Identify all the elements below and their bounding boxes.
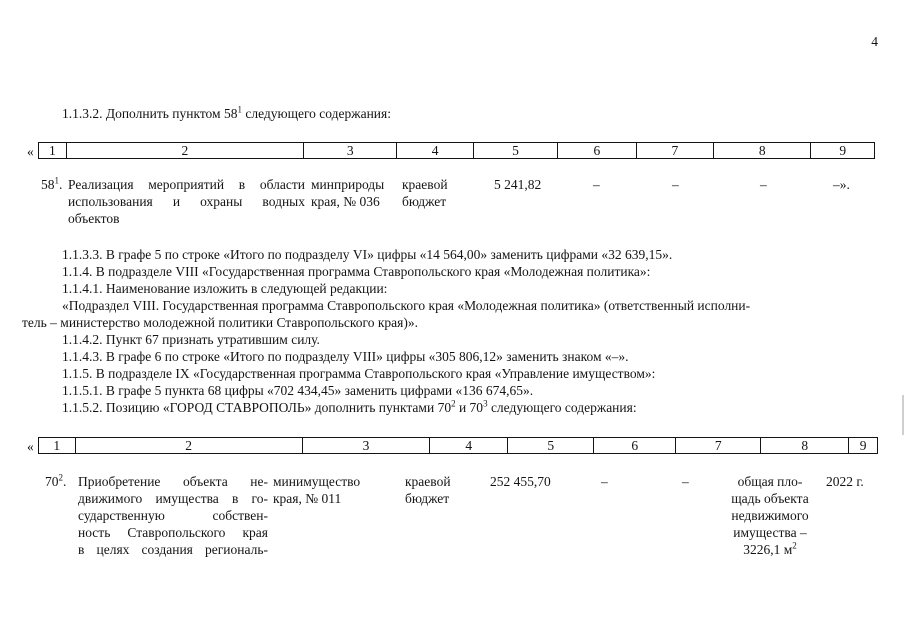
intro-item: 1.1.3.2. Дополнить пунктом $58^1$ следующего содержания: bbox=[62, 104, 391, 121]
table2-col-4: 4 bbox=[430, 438, 508, 454]
table1-row-executor bbox=[311, 176, 384, 210]
table2-col-6: 6 bbox=[594, 438, 676, 454]
table2-row-col6: – bbox=[601, 474, 608, 489]
table1-name-line: использования и охраны водных bbox=[68, 194, 305, 209]
table1-col-8: 8 bbox=[714, 143, 811, 159]
table2-name-line: ность Ставропольского края bbox=[78, 525, 268, 540]
paragraph: 1.1.4.2. Пункт 67 признать утратившим силу. bbox=[62, 332, 320, 347]
table1-executor-line: минприроды bbox=[311, 177, 385, 192]
table2-col-5: 5 bbox=[508, 438, 594, 454]
table2-col8-line: недвижимого bbox=[731, 508, 809, 523]
table2-executor-line: края, № 011 bbox=[273, 491, 342, 506]
last-item: 1.1.5.2. Позицию «ГОРОД СТАВРОПОЛЬ» дополнить пунктами $70^2$ и $70^3$ следующего содержания: bbox=[62, 398, 637, 415]
table1-col-9: 9 bbox=[811, 143, 875, 159]
table1-column-header bbox=[38, 142, 875, 159]
table2-row-col8 bbox=[718, 473, 822, 558]
paragraph: 1.1.3.3. В графе 5 по строке «Итого по подразделу VI» цифры «14 564,00» заменить цифрами «32 639,15». bbox=[62, 247, 673, 262]
paragraph: «Подраздел VIII. Государственная программа Ставропольского края «Молодежная политика» (ответственный исполни- bbox=[62, 298, 751, 313]
table1-source-line: бюджет bbox=[402, 194, 447, 209]
table2-name-line: в целях создания региональ- bbox=[78, 542, 268, 557]
table1-row-name bbox=[68, 176, 305, 227]
table1-col-5: 5 bbox=[473, 143, 557, 159]
table2-name-line: движимого имущества в го- bbox=[78, 491, 268, 506]
table2-column-header bbox=[38, 437, 878, 454]
table2-source-line: бюджет bbox=[405, 491, 450, 506]
table2-source-line: краевой bbox=[405, 474, 451, 489]
table1-col-6: 6 bbox=[558, 143, 636, 159]
table1-row-col6: – bbox=[593, 177, 600, 192]
table1-col-7: 7 bbox=[636, 143, 713, 159]
table1-row-col8: – bbox=[760, 177, 767, 192]
table1-col-3: 3 bbox=[304, 143, 397, 159]
table2-col-8: 8 bbox=[761, 438, 849, 454]
table2-row-col9: 2022 г. bbox=[826, 474, 864, 489]
table2-row-executor bbox=[273, 473, 360, 507]
table2-name-line: Приобретение объекта не- bbox=[78, 474, 268, 489]
table2-row-source bbox=[405, 473, 451, 507]
table2-col-7: 7 bbox=[676, 438, 761, 454]
table1-open-quote: « bbox=[27, 144, 34, 159]
table1-executor-line: края, № 036 bbox=[311, 194, 380, 209]
table2-row-col7: – bbox=[682, 474, 689, 489]
table2-col8-line: щадь объекта bbox=[731, 491, 809, 506]
table1-name-line: Реализация мероприятий в области bbox=[68, 177, 305, 192]
page-number: 4 bbox=[871, 34, 878, 49]
table1-row-source bbox=[402, 176, 448, 210]
table1-col-4: 4 bbox=[397, 143, 473, 159]
table2-col8-line: 3226,1 $м^2$ bbox=[743, 540, 797, 557]
paragraph: 1.1.4.1. Наименование изложить в следующей редакции: bbox=[62, 281, 388, 296]
table1-col-2: 2 bbox=[66, 143, 303, 159]
table2-col8-line: имущества – bbox=[733, 525, 807, 540]
table2-name-line: сударственную собствен- bbox=[78, 508, 268, 523]
table1-source-line: краевой bbox=[402, 177, 448, 192]
table1-row-col5: 5 241,82 bbox=[494, 177, 542, 192]
table1-col-1: 1 bbox=[39, 143, 67, 159]
table2-row-number: $70^2$. bbox=[45, 472, 67, 489]
table2-col8-line: общая пло- bbox=[737, 474, 803, 489]
table1-row-col7: – bbox=[672, 177, 679, 192]
table2-col-1: 1 bbox=[39, 438, 76, 454]
table2-row-col5: 252 455,70 bbox=[490, 474, 551, 489]
table2-col-2: 2 bbox=[75, 438, 302, 454]
paragraph: 1.1.4. В подразделе VIII «Государственная программа Ставропольского края «Молодежная политика»: bbox=[62, 264, 651, 279]
table2-open-quote: « bbox=[27, 439, 34, 454]
paragraph: тель – министерство молодежной политики Ставропольского края)». bbox=[22, 315, 418, 330]
paragraph: 1.1.5. В подразделе IX «Государственная программа Ставропольского края «Управление имуществом»: bbox=[62, 366, 656, 381]
table1-row-col9: –». bbox=[833, 177, 850, 192]
table2-col-9: 9 bbox=[849, 438, 878, 454]
table1-row-number: $58^1$. bbox=[41, 175, 63, 192]
paragraph: 1.1.5.1. В графе 5 пункта 68 цифры «702 434,45» заменить цифрами «136 674,65». bbox=[62, 383, 534, 398]
table2-col-3: 3 bbox=[302, 438, 429, 454]
table1-name-line: объектов bbox=[68, 211, 120, 226]
table2-executor-line: минимущество bbox=[273, 474, 361, 489]
paragraph: 1.1.4.3. В графе 6 по строке «Итого по подразделу VIII» цифры «305 806,12» заменить знаком «–». bbox=[62, 349, 629, 364]
table2-row-name bbox=[78, 473, 268, 558]
